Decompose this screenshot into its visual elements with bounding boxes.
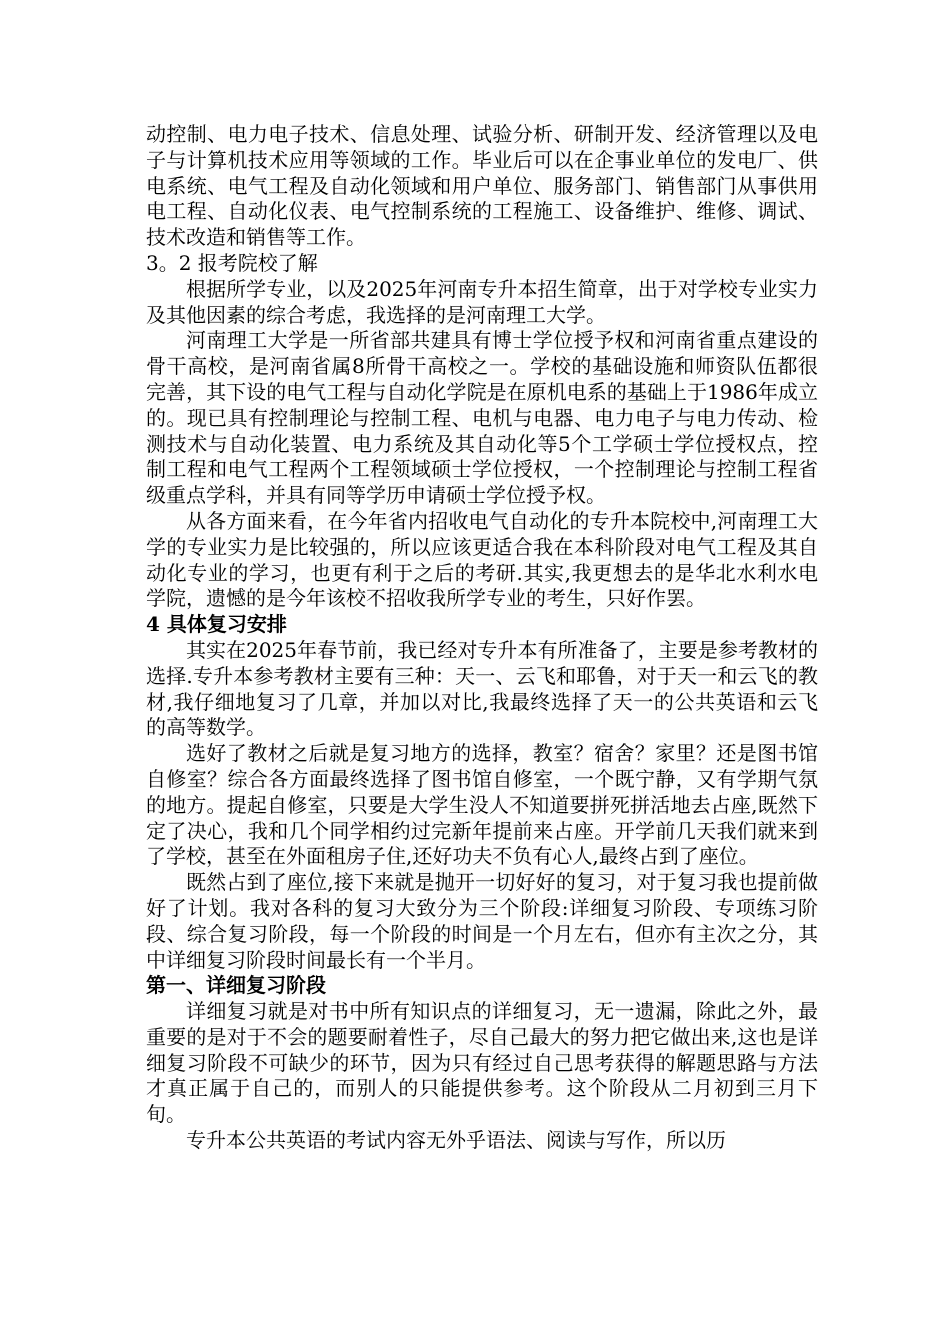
paragraph-school-choice: 根据所学专业，以及2025年河南专升本招生简章，出于对学校专业实力及其他因素的综合考虑，我选择的是河南理工大学。 bbox=[146, 276, 818, 327]
paragraph-career-scope: 动控制、电力电子技术、信息处理、试验分析、研制开发、经济管理以及电子与计算机技术应用等领域的工作。毕业后可以在企事业单位的发电厂、供电系统、电气工程及自动化领域和用户单位、服务部门、销售部门从事供用电工程、自动化仪表、电气控制系统的工程施工、设备维护、维修、调试、技术改造和销售等工作。 bbox=[146, 122, 818, 250]
heading-stage-one: 第一、详细复习阶段 bbox=[146, 973, 326, 998]
paragraph-study-place: 选好了教材之后就是复习地方的选择，教室？宿舍？家里？还是图书馆自修室？综合各方面最终选择了图书馆自修室，一个既宁静，又有学期气氛的地方。提起自修室，只要是大学生没人不知道要拼死拼活地去占座,既然下定了决心，我和几个同学相约过完新年提前来占座。开学前几天我们就来到了学校，甚至在外面租房子住,还好功夫不负有心人,最终占到了座位。 bbox=[146, 741, 818, 869]
paragraph-university-intro: 河南理工大学是一所省部共建具有博士学位授予权和河南省重点建设的骨干高校，是河南省属8所骨干高校之一。学校的基础设施和师资队伍都很完善，其下设的电气工程与自动化学院是在原机电系的基础上于1986年成立的。现已具有控制理论与控制工程、电机与电器、电力电子与电力传动、检测技术与自动化装置、电力系统及其自动化等5个工学硕士学位授权点，控制工程和电气工程两个工程领域硕士学位授权，一个控制理论与控制工程省级重点学科，并具有同等学历申请硕士学位授予权。 bbox=[146, 328, 818, 508]
paragraph-comparison: 从各方面来看，在今年省内招收电气自动化的专升本院校中,河南理工大学的专业实力是比较强的，所以应该更适合我在本科阶段对电气工程及其自动化专业的学习，也更有利于之后的考研.其实,我更想去的是华北水利水电学院，遗憾的是今年该校不招收我所学专业的考生，只好作罢。 bbox=[146, 508, 818, 611]
document-page bbox=[146, 122, 818, 1154]
paragraph-detailed-review: 详细复习就是对书中所有知识点的详细复习，无一遗漏，除此之外，最重要的是对于不会的题要耐着性子，尽自己最大的努力把它做出来,这也是详细复习阶段不可缺少的环节，因为只有经过自己思考获得的解题思路与方法才真正属于自己的，而别人的只能提供参考。这个阶段从二月初到三月下旬。 bbox=[146, 999, 818, 1127]
paragraph-textbook-choice: 其实在2025年春节前，我已经对专升本有所准备了，主要是参考教材的选择.专升本参考教材主要有三种：天一、云飞和耶鲁，对于天一和云飞的教材,我仔细地复习了几章，并加以对比,我最终选择了天一的公共英语和云飞的高等数学。 bbox=[146, 637, 818, 740]
heading-review-plan: 4 具体复习安排 bbox=[146, 612, 287, 637]
paragraph-study-stages: 既然占到了座位,接下来就是抛开一切好好的复习，对于复习我也提前做好了计划。我对各科的复习大致分为三个阶段:详细复习阶段、专项练习阶段、综合复习阶段，每一个阶段的时间是一个月左右，但亦有主次之分，其中详细复习阶段时间最长有一个半月。 bbox=[146, 870, 818, 972]
paragraph-english-content: 专升本公共英语的考试内容无外乎语法、阅读与写作，所以历 bbox=[186, 1128, 726, 1153]
subheading-school-research: 3。2 报考院校了解 bbox=[146, 250, 318, 275]
